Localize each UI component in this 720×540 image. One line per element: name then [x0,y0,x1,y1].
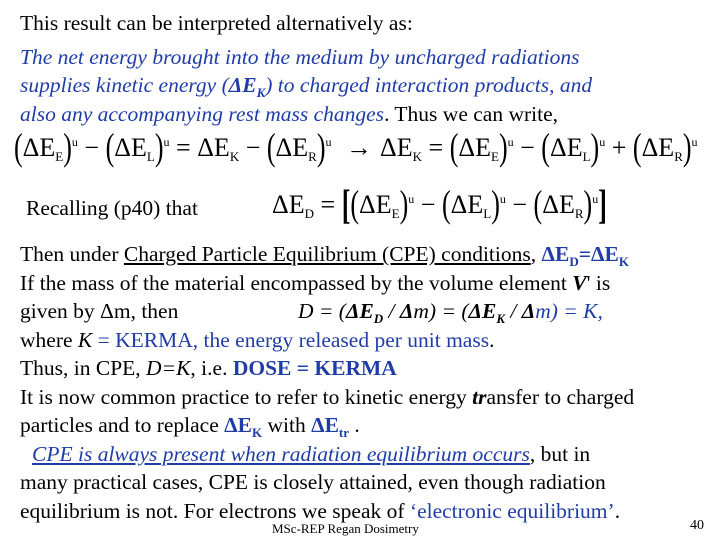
body-line-3 [20,298,178,324]
delta: Δ [641,133,659,162]
energy-symbol: E [467,190,484,219]
text: supplies kinetic energy ( [20,73,229,97]
intro-line-2: The net energy brought into the medium by uncharged radiations [20,45,580,69]
superscript: u [325,135,332,149]
body-line-1 [20,241,629,270]
text: m) = ( [413,299,469,323]
subscript: K [618,254,629,269]
text: , [530,242,542,266]
text: particles and to replace [20,413,225,437]
paren: ) [491,183,500,226]
superscript: u [499,192,506,206]
paren: ) [498,126,508,169]
paren: ( [632,126,642,169]
dose-kerma-highlight: DOSE = KERMA [232,356,397,380]
delta: Δ [542,190,559,219]
subscript: D [304,206,315,221]
dose-formula [298,298,603,327]
volume-symbol: V [572,271,587,295]
delta: Δ [468,299,482,323]
text: ) to charged interaction products, and [265,73,593,97]
paren: ( [541,126,550,169]
bracket: [ [341,181,351,228]
operator: − [414,190,442,219]
energy-symbol: E [213,133,230,162]
paren: ) [316,126,326,169]
delta: Δ [311,413,325,437]
text: m) = K, [535,299,603,323]
energy-symbol: E [554,242,570,266]
text: ' is [586,271,611,295]
delta: Δ [380,133,397,162]
text: . [489,328,495,352]
delta: Δ [114,133,131,162]
text: with [262,413,312,437]
subscript: R [574,206,584,221]
text: / [383,299,400,323]
subscript: L [483,206,492,221]
text: , i.e. [190,356,233,380]
subscript: E [491,149,499,164]
text: D=K [146,356,191,380]
recall-label: Recalling (p40) that [26,196,198,220]
text: Thus, in CPE, [20,356,147,380]
text: equilibrium is not. For electrons we speak of [20,499,410,523]
body-line-8 [32,441,590,467]
footer-text: MSc-REP Regan Dosimetry [272,521,419,536]
body-line-9: many practical cases, CPE is closely attained, even though radiation [20,470,606,494]
energy-symbol: E [396,133,413,162]
text: m, then [113,299,179,323]
energy-symbol: E [604,242,619,266]
energy-symbol: E [558,190,575,219]
subscript: L [146,149,155,164]
delta: Δ [541,242,555,266]
text: It is now common practice to refer to kinetic energy [20,385,473,409]
superscript: u [592,192,599,206]
text: given by [20,299,101,323]
operator: − [505,190,534,219]
text: . [349,413,360,437]
paren: ) [399,183,409,226]
subscript: L [582,149,591,164]
delta: Δ [458,133,476,162]
delta: Δ [22,133,40,162]
subscript: D [373,311,384,326]
intro-line-4 [20,101,558,127]
energy-symbol: E [242,73,257,97]
energy-symbol: E [359,299,374,323]
delta: Δ [521,299,536,323]
energy-symbol: E [39,133,56,162]
delta: Δ [228,73,243,97]
superscript: u [408,192,415,206]
delta: Δ [197,133,214,162]
kerma-symbol: K [77,328,93,352]
operator: = [169,133,198,162]
body-line-7 [20,412,360,441]
operator: − [239,133,267,162]
delta: Δ [399,299,414,323]
superscript: u [163,135,170,149]
subscript: E [55,149,64,164]
subscript: D [569,254,579,269]
kerma-definition: = KERMA, the energy released per unit mass [92,328,490,352]
paren: ( [14,126,23,169]
subscript: K [229,149,240,164]
delta: Δ [275,133,293,162]
paren: ) [583,183,593,226]
operator: = [422,133,450,162]
intro-line-1: This result can be interpreted alternatively as: [20,11,413,35]
subscript: K [251,425,263,440]
subscript: R [308,149,317,164]
energy-symbol: E [292,133,309,162]
text: also any accompanying rest mass changes [20,102,385,126]
body-line-2 [20,270,610,296]
subscript: R [674,149,683,164]
energy-symbol: E [481,299,497,323]
operator: − [77,133,106,162]
intro-line-3 [20,72,592,101]
paren: ( [350,183,360,226]
delta: Δ [590,242,605,266]
energy-deposited-equation [272,181,607,228]
cpe-term: Charged Particle Equilibrium (CPE) conditions [123,242,531,266]
energy-symbol: E [237,413,252,437]
delta: Δ [345,299,360,323]
paren: ) [63,126,72,169]
arrow-icon: → [346,133,373,162]
paren: ( [533,183,543,226]
energy-symbol: E [324,413,339,437]
superscript: u [71,135,78,149]
paren: ) [154,126,164,169]
delta: Δ [100,299,114,323]
delta: Δ [549,133,567,162]
energy-symbol: E [131,133,147,162]
subscript: tr [338,425,350,440]
energy-symbol: E [658,133,675,162]
paren: ( [105,126,115,169]
delta: Δ [224,413,238,437]
superscript: u [507,135,514,149]
paren: ) [682,126,692,169]
operator: + [605,133,633,162]
text: ansfer to charged [486,385,635,409]
delta: Δ [272,190,289,219]
subscript: K [256,85,266,100]
operator: = [578,242,591,266]
subscript: K [412,149,423,164]
paren: ( [449,126,459,169]
body-line-5 [20,355,397,381]
page-number: 40 [690,518,704,533]
superscript: u [599,135,606,149]
delta: Δ [450,190,468,219]
text: If the mass of the material encompassed by the volume element [20,271,573,295]
text: . [614,499,621,523]
electronic-equilibrium-term: ‘electronic equilibrium’ [409,499,615,523]
text: , but in [529,442,591,466]
text: . Thus we can write, [384,102,559,126]
body-line-6 [20,384,634,410]
delta: Δ [359,190,376,219]
energy-symbol: E [288,190,305,219]
operator: − [513,133,542,162]
energy-symbol: E [566,133,583,162]
text: tr [472,385,487,409]
body-line-4 [20,327,494,353]
bracket: ] [598,181,607,228]
energy-balance-equation [14,126,698,169]
subscript: K [496,311,505,326]
operator: = [314,190,342,219]
subscript: E [391,206,400,221]
text: D = ( [298,299,346,323]
paren: ( [441,183,451,226]
energy-symbol: E [375,190,392,219]
cpe-statement: CPE is always present when radiation equilibrium occurs [32,442,530,466]
text: / [505,299,522,323]
paren: ( [266,126,276,169]
paren: ) [590,126,600,169]
text: Then under [20,242,124,266]
superscript: u [691,135,698,149]
energy-symbol: E [475,133,491,162]
text: where [20,328,78,352]
